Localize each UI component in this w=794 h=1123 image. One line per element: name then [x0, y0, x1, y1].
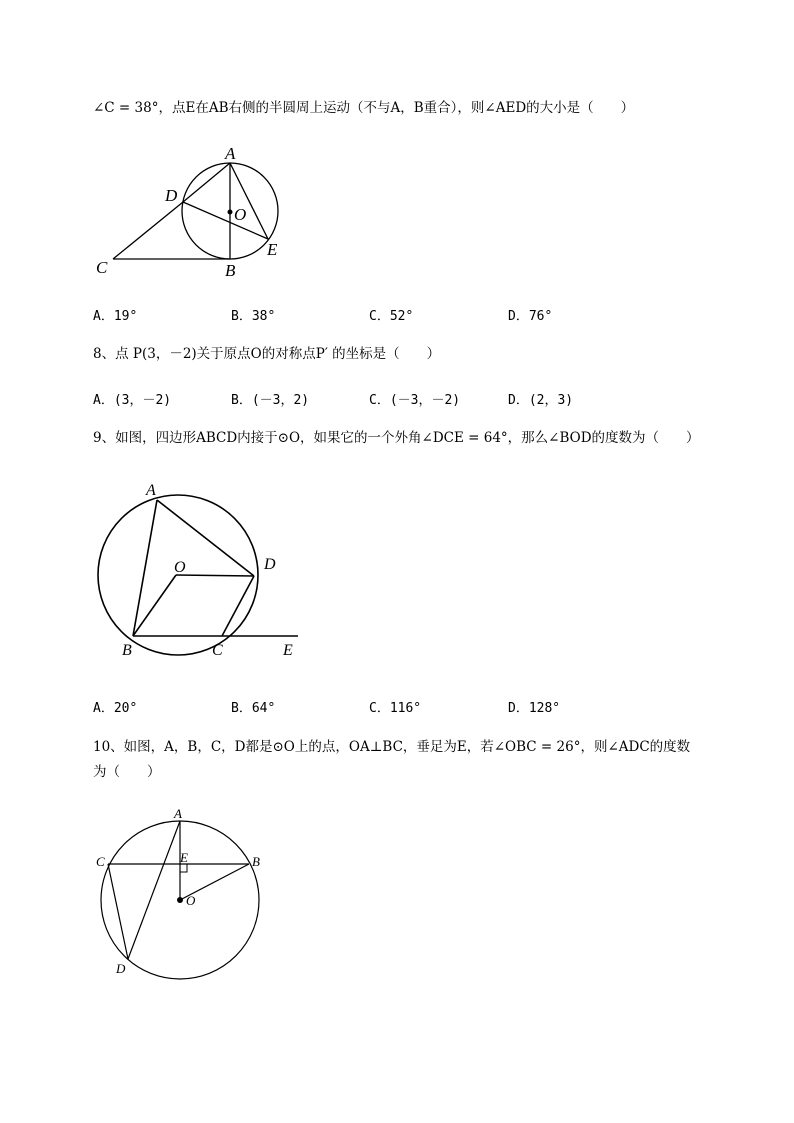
q10-line-ad	[128, 821, 180, 959]
q8-option-d: D．(2，3)	[508, 393, 574, 408]
q10-center-dot	[177, 897, 183, 903]
q9-label-o: O	[174, 559, 186, 576]
q7-label-c: C	[96, 258, 108, 277]
q7-option-b: B．38°	[231, 309, 276, 324]
q8-option-b: B．(－3，2)	[231, 393, 310, 408]
q10-label-b: B	[252, 854, 260, 869]
q9-label-a: A	[146, 482, 156, 499]
q7-option-d: D．76°	[508, 309, 553, 324]
q7-label-b: B	[225, 261, 236, 280]
q7-option-a: A．19°	[93, 309, 138, 324]
q10-stem-line2: 为（ ）	[93, 764, 161, 780]
q10-label-d: D	[116, 961, 126, 976]
q7-stem: ∠C = 38°，点E在AB右侧的半圆周上运动（不与A，B重合），则∠AED的大小是（ ）	[93, 100, 635, 116]
q10-stem-line1: 10、如图，A，B，C，D都是⊙O上的点，OA⊥BC，垂足为E，若∠OBC = 26°，则∠ADC的度数	[93, 739, 691, 755]
q10-line-cd	[108, 864, 128, 959]
q9-label-c: C	[212, 642, 223, 659]
q9-label-e: E	[283, 642, 293, 659]
q10-label-o: O	[186, 893, 196, 908]
q9-stem: 9、如图，四边形ABCD内接于⊙O，如果它的一个外角∠DCE = 64°，那么∠BOD的度数为（ ）	[93, 430, 700, 446]
q7-label-a: A	[225, 144, 236, 163]
q9-option-a: A．20°	[93, 701, 138, 716]
q7-label-o: O	[234, 205, 247, 224]
q7-option-c: C．52°	[369, 309, 414, 324]
q9-option-d: D．128°	[508, 701, 561, 716]
q10-label-e: E	[180, 850, 188, 865]
q9-option-b: B．64°	[231, 701, 276, 716]
q9-option-c: C．116°	[369, 701, 422, 716]
q10-label-c: C	[96, 854, 105, 869]
q7-label-d: D	[165, 186, 178, 205]
q10-label-a: A	[174, 806, 182, 821]
q8-stem: 8、点 P(3，－2)关于原点O的对称点P′ 的坐标是（ ）	[93, 346, 441, 362]
q8-option-a: A．(3，－2)	[93, 393, 172, 408]
q9-label-d: D	[264, 556, 276, 573]
q10-right-angle-mark	[180, 864, 187, 872]
q9-label-b: B	[122, 642, 132, 659]
q8-option-c: C．(－3，－2)	[369, 393, 461, 408]
q7-label-e: E	[267, 240, 278, 259]
